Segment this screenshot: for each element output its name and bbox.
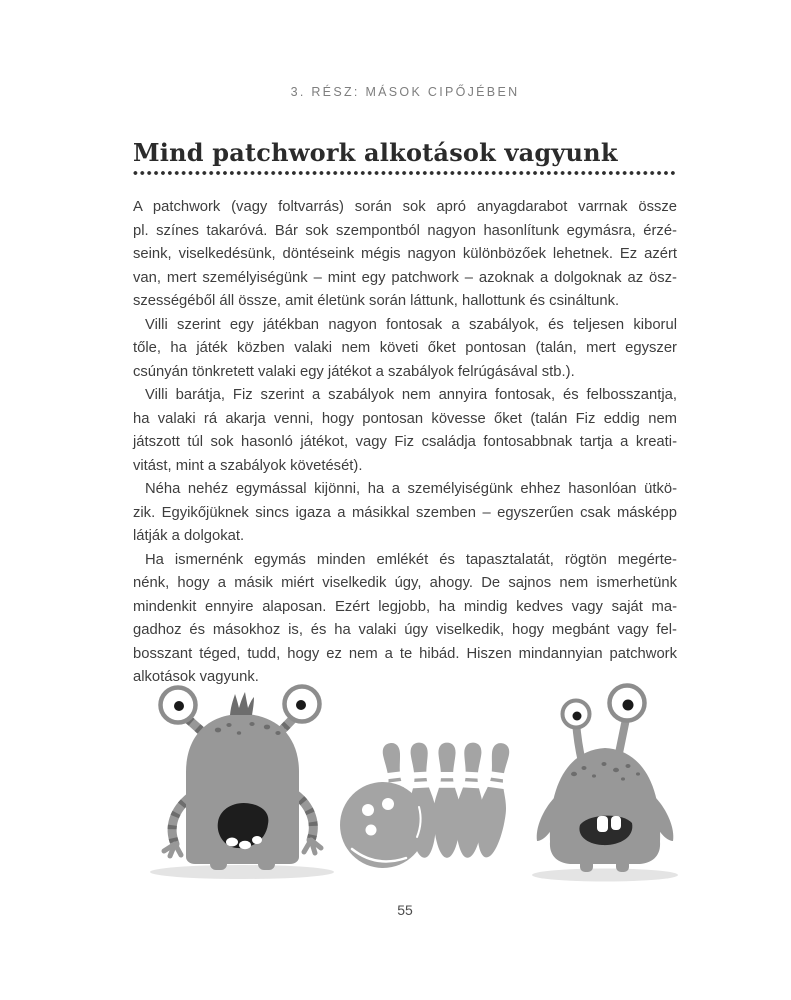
text-line: van, mert személyiségünk – mint egy patchwork – azoknak a dolgoknak az ösz- — [133, 269, 677, 286]
text-line: Néha nehéz egymással kijönni, ha a személyiségünk ehhez hasonlóan ütkö- — [145, 481, 677, 497]
bowling-ball — [340, 782, 426, 868]
text-line: nénk, hogy a másik miért viselkedik úgy, ahogy. De sajnos nem ismerhetünk — [133, 575, 677, 591]
page-number: 55 — [397, 902, 413, 918]
text-line: Villi barátja, Fiz szerint a szabályok nem annyira fontosak, és felbosszantja, — [145, 387, 677, 403]
page-title: Mind patchwork alkotások vagyunk — [133, 138, 618, 167]
text-line: vitást, mint a szabályok követését). — [133, 457, 363, 474]
text-line: látják a dolgokat. — [133, 528, 245, 544]
text-line: zik. Egyikőjüknek sincs igaza a másikkal szemben – egyszerűen csak másképp — [133, 504, 677, 521]
text-line: mindenkit ennyire alaposan. Ezért legjobb, ha mindig kedves vagy saját ma- — [133, 598, 677, 615]
monster-right-hand — [304, 840, 321, 853]
monster-left-shadow — [150, 865, 334, 879]
title-block — [133, 140, 677, 176]
monster-right-shadow — [532, 869, 678, 882]
text-line: tőle, ha játék közben valaki nem követi őket pontosan (talán, mert egyszer — [133, 340, 677, 356]
article-body — [133, 196, 677, 690]
text-line: játszott túl sok hasonló játékot, vagy Fiz családja fontosabbnak tartja a kreati- — [133, 434, 677, 450]
monsters-bowling-illustration — [118, 682, 683, 897]
monster-left-hand — [164, 844, 181, 856]
text-line: alkotások vagyunk. — [133, 669, 259, 685]
text-line: A patchwork (vagy foltvarrás) során sok apró anyagdarabot varrnak össze — [133, 199, 677, 215]
monster-right — [532, 686, 678, 882]
text-line: szességéből áll össze, amit életünk során láttunk, hallottunk és csináltunk. — [133, 293, 620, 309]
running-head: 3. RÉSZ: MÁSOK CIPŐJÉBEN — [290, 85, 520, 99]
text-line: ha valaki rá akarja venni, hogy pontosan kövesse őket (talán Fiz eddig nem — [133, 410, 677, 427]
monster-right-eyes — [563, 686, 645, 728]
text-line: Ha ismernénk egymás minden emlékét és tapasztalatát, rögtön megérte- — [145, 551, 677, 568]
text-line: gadhoz és másokhoz is, és ha valaki úgy viselkedik, hogy megbánt vagy fel- — [133, 622, 677, 638]
monster-left-tuft — [230, 692, 254, 715]
text-line: csúnyán tönkretett valaki egy játékot a szabályok felrúgásával stb.). — [133, 363, 575, 380]
text-line: bosszant téged, tudd, hogy ez nem a te hibád. Hiszen mindannyian patchwork — [133, 645, 677, 662]
text-line: seink, viselkedésünk, döntéseink mégis nagyon különbözőek lehetnek. Ez azért — [133, 246, 677, 262]
text-line: Villi szerint egy játékban nagyon fontosak a szabályok, és teljesen kiborul — [145, 316, 677, 333]
text-line: pl. színes takaróvá. Bár sok szempontból nagyon hasonlítunk egymásra, érzé- — [133, 222, 677, 239]
dotted-rule — [133, 170, 677, 176]
monster-left — [150, 687, 334, 880]
